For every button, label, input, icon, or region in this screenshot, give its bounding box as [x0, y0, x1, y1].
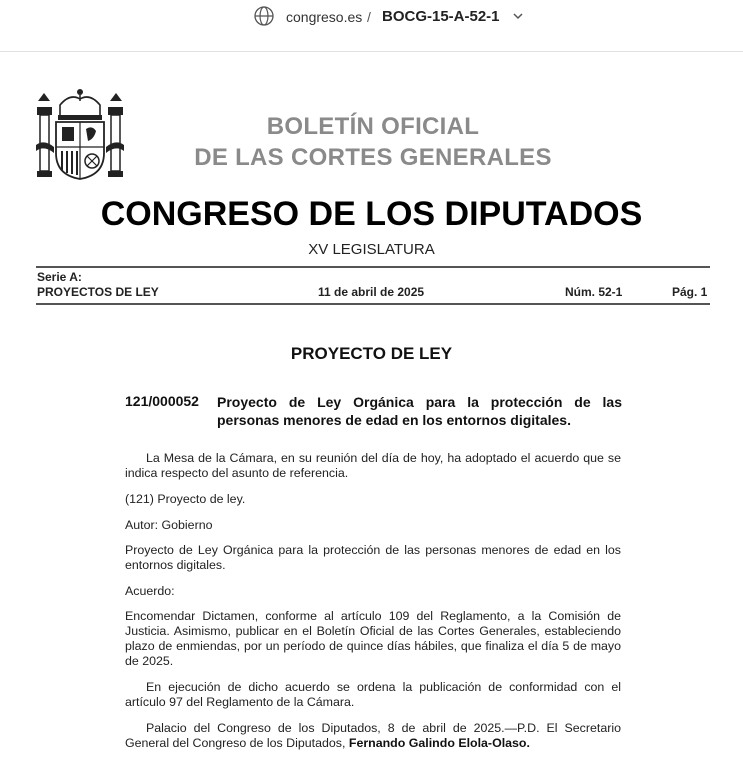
section-title: PROYECTO DE LEY — [290, 344, 453, 363]
signature-text: Palacio del Congreso de los Diputados, 8 de abril de 2025.—P.D. El Secretario General del Congreso de los Diputados, — [125, 721, 621, 750]
reference-title: Proyecto de Ley Orgánica para la protección de las personas menores de edad en los entornos digitales. — [217, 394, 622, 428]
paragraph-signature — [125, 721, 621, 751]
signatory-name: Fernando Galindo Elola-Olaso. — [348, 736, 530, 750]
paragraph-type: (121) Proyecto de ley. — [125, 492, 246, 506]
breadcrumb-separator: / — [367, 9, 371, 25]
reference-number: 121/000052 — [125, 393, 199, 409]
chevron-down-icon[interactable] — [512, 11, 524, 21]
document-id[interactable]: BOCG-15-A-52-1 — [382, 8, 500, 25]
bulletin-title-line2: DE LAS CORTES GENERALES — [194, 144, 552, 171]
chamber-title: CONGRESO DE LOS DIPUTADOS — [100, 195, 643, 233]
paragraph-bill-title: Proyecto de Ley Orgánica para la protección de las personas menores de edad en los entornos digitales. — [125, 543, 621, 572]
paragraph-author: Autor: Gobierno — [125, 518, 213, 532]
paragraph-intro: La Mesa de la Cámara, en su reunión del día de hoy, ha adoptado el acuerdo que se indica respecto del asunto de referencia. — [125, 451, 621, 480]
paragraph-agreement: Encomendar Dictamen, conforme al artículo 109 del Reglamento, a la Comisión de Justicia. Asimismo, publicar en el Boletín Oficial de las Cortes Generales, estableciendo plazo de enmiendas, por un período de quince días hábiles, que finaliza el día 5 de mayo de 2025. — [125, 609, 621, 668]
serie-name: PROYECTOS DE LEY — [37, 285, 159, 299]
globe-icon[interactable] — [254, 6, 274, 26]
paragraph-agreement-label: Acuerdo: — [125, 584, 175, 598]
legislature: XV LEGISLATURA — [308, 241, 435, 258]
document-page — [0, 52, 743, 768]
issue-number: Núm. 52-1 — [565, 285, 623, 299]
paragraph-execution: En ejecución de dicho acuerdo se ordena la publicación de conformidad con el artículo 97 del Reglamento de la Cámara. — [125, 680, 621, 709]
publication-date: 11 de abril de 2025 — [318, 285, 425, 299]
header-top-rule — [36, 266, 710, 268]
header-bottom-rule — [36, 303, 710, 305]
site-domain[interactable]: congreso.es — [286, 9, 363, 25]
coat-of-arms-logo — [36, 87, 124, 181]
top-bar — [0, 0, 743, 52]
serie-label: Serie A: — [37, 270, 82, 284]
page-number: Pág. 1 — [672, 285, 708, 299]
bulletin-title-line1: BOLETÍN OFICIAL — [266, 113, 480, 140]
